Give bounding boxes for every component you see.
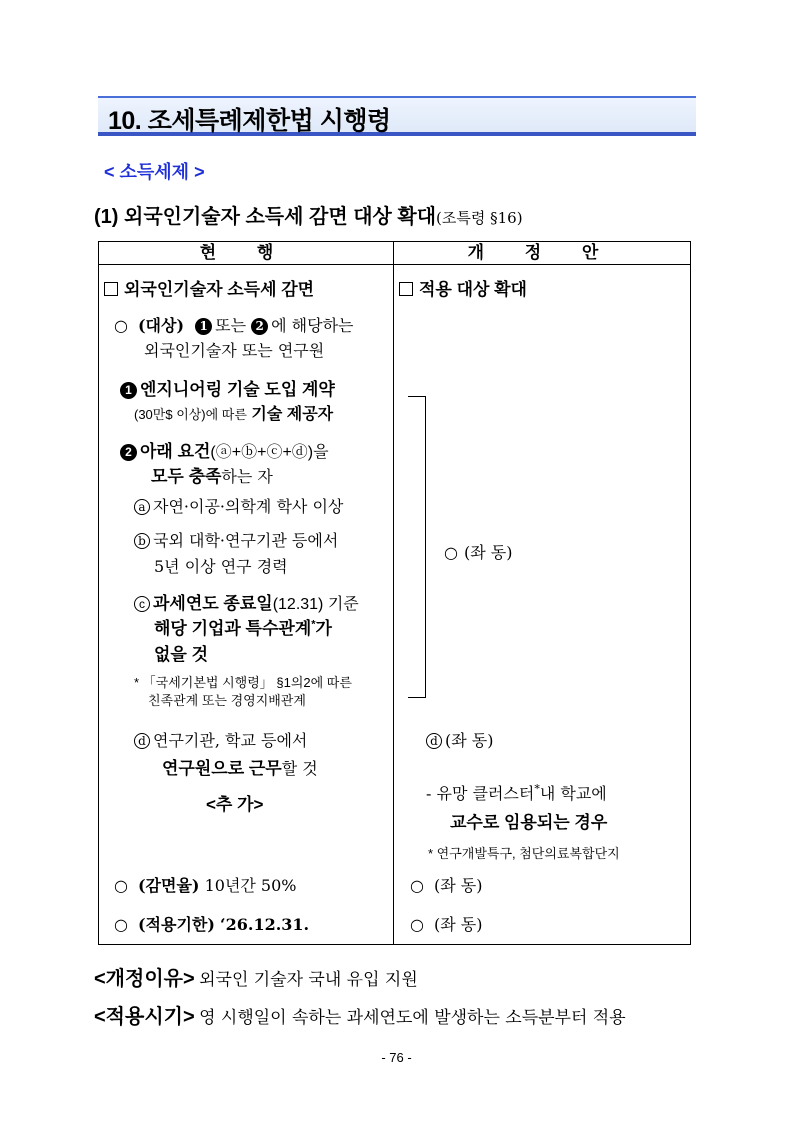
reason-label: <개정이유>	[94, 968, 195, 990]
requirement-b-line2: 5년 이상 연구 경력	[154, 557, 288, 576]
timing-line	[94, 1000, 626, 1029]
proposed-addition-line1: - 유망 클러스터*내 학교에	[426, 782, 607, 803]
requirement-c-line3: 없을 것	[154, 645, 208, 664]
rate-row: ○ (감면율) 10년간 50%	[114, 876, 297, 895]
reason-text: 외국인 기술자 국내 유입 지원	[199, 970, 418, 990]
section-title: 10. 조세특례제한법 시행령	[108, 107, 391, 135]
timing-label: <적용시기>	[94, 1006, 195, 1028]
letter-c-icon: c	[134, 596, 150, 612]
proposed-same-1: ○ (좌 동)	[444, 543, 513, 562]
bracket-line	[408, 396, 426, 698]
requirement-c-line2: 해당 기업과 특수관계*가	[154, 618, 332, 638]
period-row: ○ (적용기한) ‘26.12.31.	[114, 915, 310, 934]
header-current: 현 행	[199, 243, 292, 262]
proposed-d-same: d (좌 동)	[426, 728, 493, 751]
item-reference: (조특령 §16)	[436, 209, 523, 227]
requirement-d: d 연구기관, 학교 등에서	[134, 728, 307, 751]
condition-1-title: 1 엔지니어링 기술 도입 계약	[120, 375, 335, 400]
number-1-icon: 1	[120, 382, 137, 399]
addition-label: <추 가>	[206, 795, 264, 814]
section-header	[98, 96, 696, 136]
checkbox-square-icon	[399, 282, 413, 296]
requirement-a: a 자연·이공·의학계 학사 이상	[134, 494, 343, 517]
relation-note-1: * 「국세기본법 시행령」 §1의2에 따른	[134, 675, 352, 690]
requirement-b: b 국외 대학·연구기관 등에서	[134, 528, 338, 551]
column-divider	[393, 241, 394, 945]
relation-note-2: 친족관계 또는 경영지배관계	[148, 693, 306, 708]
condition-2-title: 2 아래 요건(ⓐ+ⓑ+ⓒ+ⓓ)을	[120, 437, 329, 462]
reason-line	[94, 962, 418, 991]
proposed-addition-line2: 교수로 임용되는 경우	[450, 813, 608, 832]
item-title	[94, 200, 523, 229]
proposed-addition-note: * 연구개발특구, 첨단의료복합단지	[428, 846, 620, 861]
current-box-title: 외국인기술자 소득세 감면	[104, 275, 314, 300]
item-title-text: (1) 외국인기술자 소득세 감면 대상 확대	[94, 206, 437, 228]
condition-1-sub: (30만$ 이상)에 따른 기술 제공자	[134, 406, 334, 423]
number-1-icon: 1	[195, 318, 212, 335]
header-proposed: 개 정 안	[467, 243, 617, 262]
proposed-box-title: 적용 대상 확대	[399, 275, 527, 300]
page-number: - 76 -	[381, 1050, 412, 1065]
letter-d-icon: d	[426, 733, 442, 749]
number-2-icon: 2	[251, 318, 268, 335]
requirement-d-line2: 연구원으로 근무할 것	[162, 759, 318, 778]
target-line: ○ (대상) 1 또는 2 에 해당하는	[114, 316, 354, 335]
letter-a-icon: a	[134, 499, 150, 515]
category-label: < 소득세제 >	[104, 162, 205, 182]
target-line-2: 외국인기술자 또는 연구원	[144, 341, 325, 360]
timing-text: 영 시행일이 속하는 과세연도에 발생하는 소득분부터 적용	[199, 1008, 626, 1028]
number-2-icon: 2	[120, 444, 137, 461]
proposed-period-same: ○ (좌 동)	[410, 915, 483, 934]
condition-2-line2: 모두 충족하는 자	[151, 467, 273, 486]
requirement-c: c 과세연도 종료일(12.31) 기준	[134, 589, 359, 614]
letter-b-icon: b	[134, 533, 150, 549]
letter-d-icon: d	[134, 733, 150, 749]
checkbox-square-icon	[104, 282, 118, 296]
proposed-rate-same: ○ (좌 동)	[410, 876, 483, 895]
